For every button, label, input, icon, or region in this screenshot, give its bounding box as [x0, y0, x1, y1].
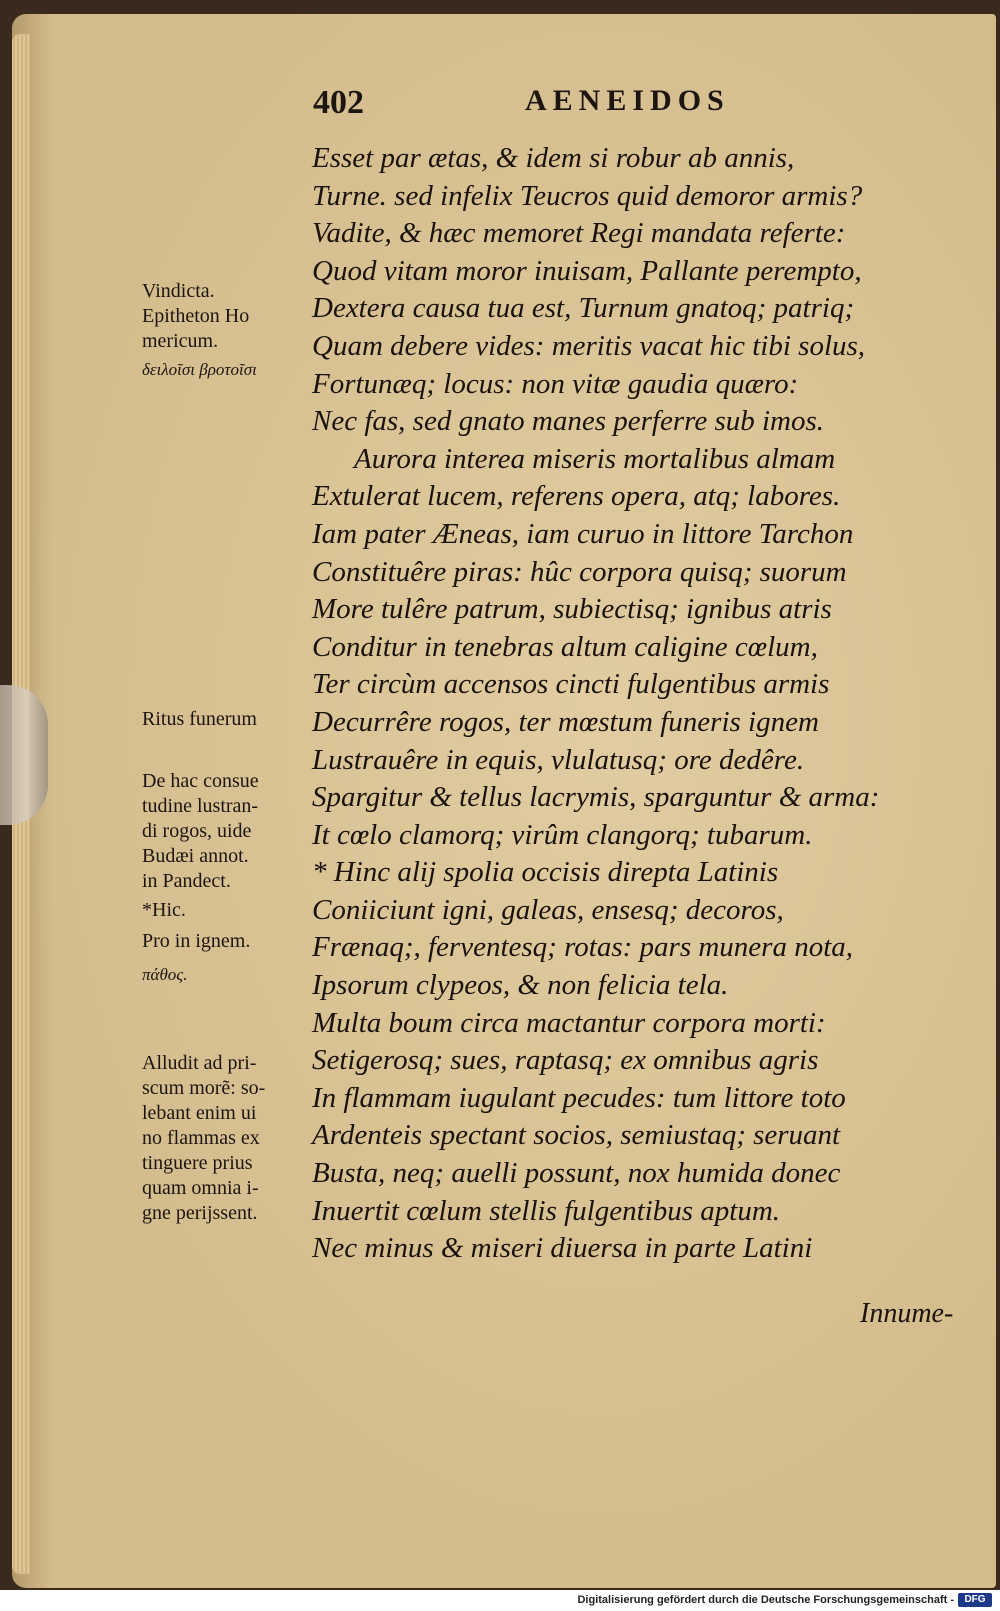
- margin-note-greek-2: πάθος.: [142, 965, 188, 984]
- verse-line: Spargitur & tellus lacrymis, sparguntur & arma:: [312, 781, 880, 814]
- margin-note-alludit: Alludit ad pri- scum morẽ: so- lebant enim ui no flammas ex tinguere prius quam omnia i- gne perijssent.: [142, 1052, 266, 1224]
- verse-line: Conditur in tenebras altum caligine cœlum,: [312, 630, 818, 663]
- verse-line: * Hinc alij spolia occisis direpta Latinis: [312, 856, 779, 889]
- verse-line: Quam debere vides: meritis vacat hic tibi solus,: [312, 329, 866, 362]
- page-clip: [0, 685, 48, 825]
- verse-line: Ardenteis spectant socios, semiustaq; seruant: [312, 1119, 841, 1152]
- margin-note-greek-1: δειλοῖσι βροτοῖσι: [142, 360, 257, 379]
- verse-line: Iam pater Æneas, iam curuo in littore Tarchon: [312, 517, 854, 550]
- margin-note-vindicta: Vindicta.: [142, 280, 215, 302]
- verse-line: Multa boum circa mactantur corpora morti:: [312, 1006, 826, 1039]
- verse-line: Extulerat lucem, referens opera, atq; labores.: [312, 480, 841, 513]
- verse-line: Nec minus & miseri diuersa in parte Latini: [312, 1232, 813, 1265]
- verse-line: Quod vitam moror inuisam, Pallante perempto,: [312, 254, 862, 287]
- verse-line: Vadite, & hæc memoret Regi mandata referte:: [312, 217, 846, 250]
- margin-note-epitheton: Epitheton Ho mericum.: [142, 305, 250, 352]
- margin-note-pro-in-ignem: Pro in ignem.: [142, 930, 251, 952]
- verse-line: Turne. sed infelix Teucros quid demoror armis?: [312, 179, 863, 212]
- verse-line: Ipsorum clypeos, & non felicia tela.: [312, 969, 729, 1002]
- verse-line: Inuertit cœlum stellis fulgentibus aptum.: [312, 1194, 781, 1227]
- verse-line: In flammam iugulant pecudes: tum littore toto: [312, 1081, 846, 1114]
- verse-line: Frænaq;, ferventesq; rotas: pars munera nota,: [312, 931, 854, 964]
- verse-line: More tulêre patrum, subiectisq; ignibus atris: [312, 593, 832, 626]
- verse-line: Dextera causa tua est, Turnum gnatoq; patriq;: [312, 292, 855, 325]
- verse-line: It cœlo clamorq; virûm clangorq; tubarum.: [312, 818, 813, 851]
- running-head: AENEIDOS: [525, 84, 730, 117]
- verse-line: Ter circùm accensos cincti fulgentibus armis: [312, 668, 830, 701]
- verse-line: Lustrauêre in equis, vlulatusq; ore dedêre.: [312, 743, 805, 776]
- verse-line: Nec fas, sed gnato manes perferre sub imos.: [312, 405, 825, 438]
- margin-note-ritus-funerum: Ritus funerum: [142, 708, 257, 730]
- catchword: Innume-: [860, 1298, 954, 1329]
- verse-line: Coniiciunt igni, galeas, ensesq; decoros,: [312, 893, 784, 926]
- margin-note-hic: *Hic.: [142, 899, 186, 921]
- footer-credit: Digitalisierung gefördert durch die Deutsche Forschungsgemeinschaft -: [577, 1594, 954, 1606]
- verse-line: Setigerosq; sues, raptasq; ex omnibus agris: [312, 1044, 819, 1077]
- verse-line: Constituêre piras: hûc corpora quisq; suorum: [312, 555, 847, 588]
- verse-line: Busta, neq; auelli possunt, nox humida donec: [312, 1157, 841, 1190]
- verse-list: [312, 140, 962, 1268]
- verse-line: Esset par ætas, & idem si robur ab annis,: [312, 142, 795, 174]
- verse-line: Decurrêre rogos, ter mœstum funeris ignem: [312, 705, 819, 738]
- dfg-logo-icon: DFG: [958, 1593, 992, 1607]
- verse-line: Aurora interea miseris mortalibus almam: [354, 442, 836, 475]
- margin-note-de-hac: De hac consue tudine lustran- di rogos, uide Budæi annot. in Pandect.: [142, 770, 259, 892]
- verse-line: Fortunæq; locus: non vitæ gaudia quæro:: [312, 367, 799, 400]
- page-number: 402: [313, 84, 364, 121]
